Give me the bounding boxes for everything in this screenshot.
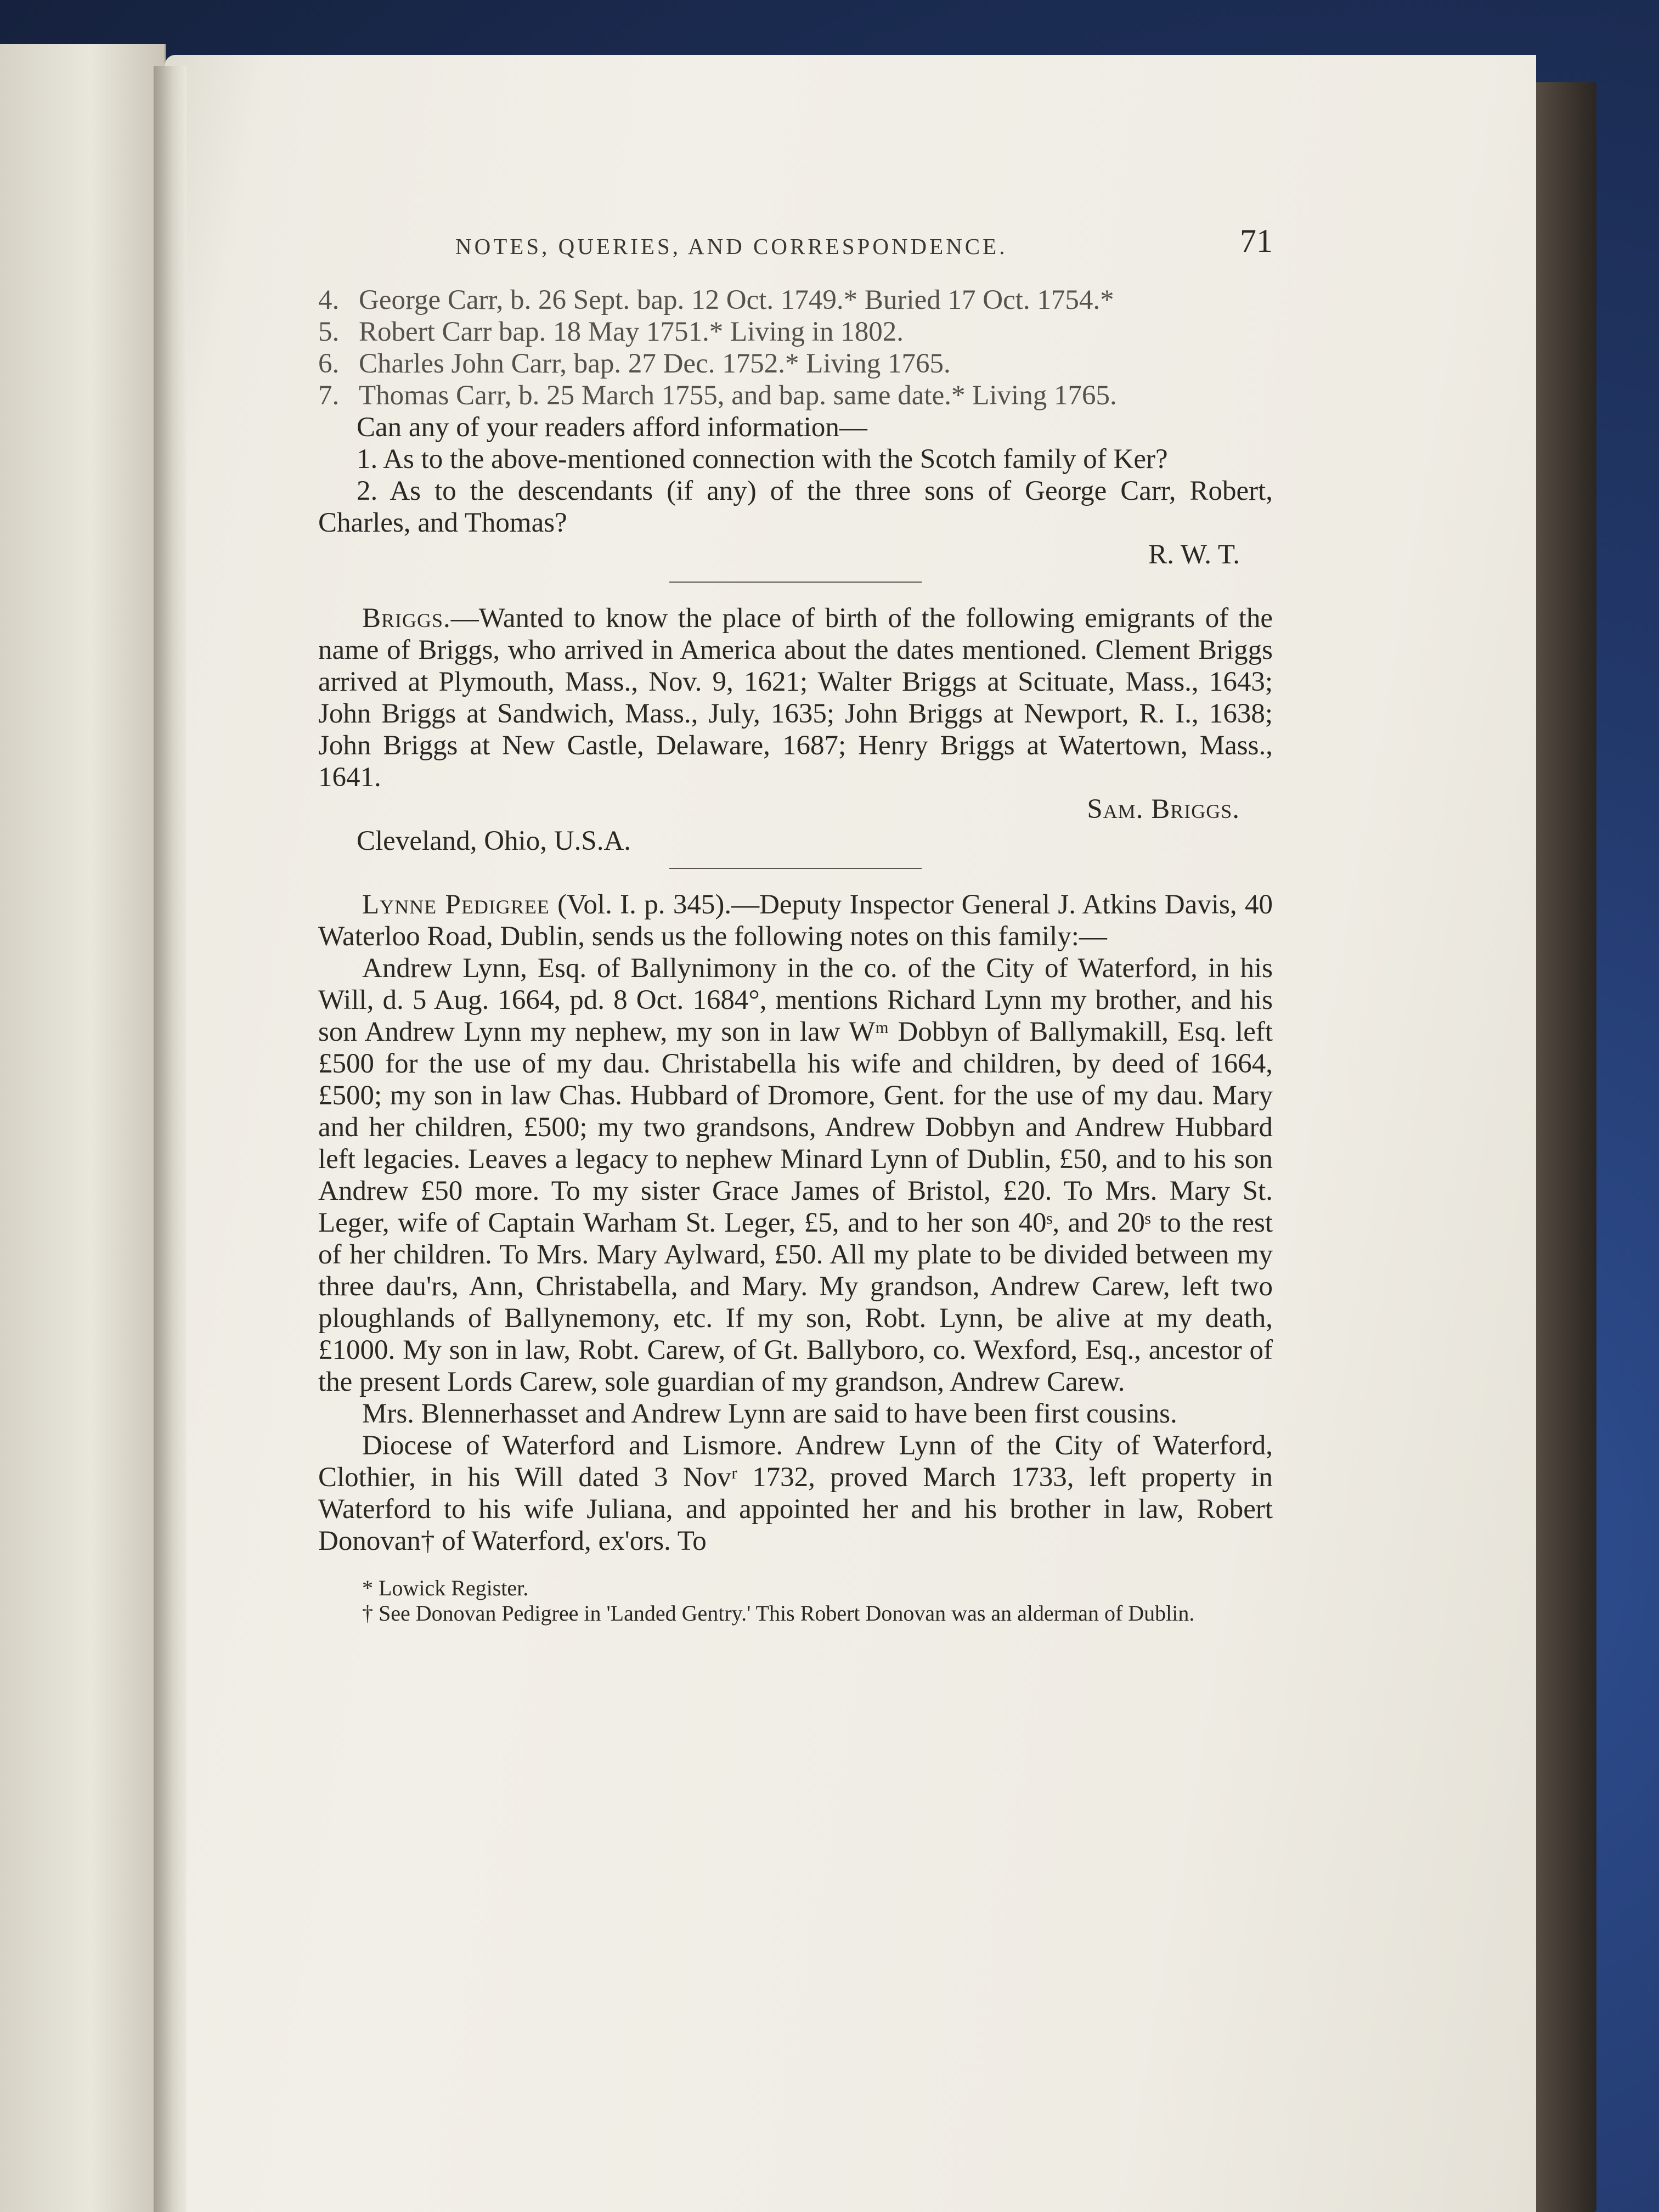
lynne-intro-paragraph xyxy=(318,889,1273,952)
list-item-text: George Carr, b. 26 Sept. bap. 12 Oct. 1749.* Buried 17 Oct. 1754.* xyxy=(359,285,1114,315)
lynne-heading: Lynne Pedigree xyxy=(362,889,550,920)
query-question-2: 2. As to the descendants (if any) of the three sons of George Carr, Robert, Charles, and Thomas? xyxy=(318,476,1273,538)
footnote-2: † See Donovan Pedigree in 'Landed Gentry.' This Robert Donovan was an alderman of Dublin. xyxy=(362,1601,1195,1626)
page-number: 71 xyxy=(1240,223,1273,259)
list-item-number: 6. xyxy=(318,348,340,379)
query-intro: Can any of your readers afford information— xyxy=(357,412,867,443)
list-item xyxy=(318,284,1273,316)
carr-list xyxy=(318,284,1273,411)
lynne-paragraph-1: Andrew Lynn, Esq. of Ballynimony in the co. of the City of Waterford, in his Will, d. 5 Aug. 1664, pd. 8 Oct. 1684°, mentions Richard Lynn my brother, and his son Andrew Lynn my nephew, my son in law Wᵐ Dobbyn of Ballymakill, Esq. left £500 for the use of my dau. Christabella his wife and children, by deed of 1664, £500; my son in law Chas. Hubbard of Dromore, Gent. for the use of my dau. Mary and her children, £500; my two grandsons, Andrew Dobbyn and Andrew Hubbard left legacies. Leaves a legacy to nephew Minard Lynn of Dublin, £50, and to his son Andrew £50 more. To my sister Grace James of Bristol, £20. To Mrs. Mary St. Leger, wife of Captain Warham St. Leger, £5, and to her son 40ˢ, and 20ˢ to the rest of her children. To Mrs. Mary Aylward, £50. All my plate to be divided between my three dau'rs, Ann, Christabella, and Mary. My grandson, Andrew Carew, left two ploughlands of Ballynemony, etc. If my son, Robt. Lynn, be alive at my death, £1000. My son in law, Robt. Carew, of Gt. Ballyboro, co. Wexford, Esq., ancestor of the present Lords Carew, sole guardian of my grandson, Andrew Carew. xyxy=(318,953,1273,1397)
briggs-heading: Briggs. xyxy=(362,603,451,634)
running-title: NOTES, QUERIES, AND CORRESPONDENCE. xyxy=(455,234,1008,259)
lynne-paragraph-3: Diocese of Waterford and Lismore. Andrew Lynn of the City of Waterford, Clothier, in his Will dated 3 Novʳ 1732, proved March 1733, left property in Waterford to his wife Juliana, and appointed her and his brother in law, Robert Donovan† of Waterford, ex'ors. To xyxy=(318,1430,1273,1556)
book-gutter xyxy=(154,66,187,2212)
lynne-paragraph-2: Mrs. Blennerhasset and Andrew Lynn are said to have been first cousins. xyxy=(362,1398,1177,1429)
query-question-1: 1. As to the above-mentioned connection with the Scotch family of Ker? xyxy=(357,444,1168,475)
footnotes xyxy=(318,1576,1273,1626)
running-head xyxy=(318,225,1273,269)
list-item xyxy=(318,348,1273,380)
briggs-location: Cleveland, Ohio, U.S.A. xyxy=(357,826,631,856)
list-item xyxy=(318,380,1273,411)
query-signature: R. W. T. xyxy=(1148,539,1240,570)
left-page-edge xyxy=(0,44,166,2212)
footnote-1: * Lowick Register. xyxy=(362,1576,529,1600)
briggs-body: —Wanted to know the place of birth of the following emigrants of the name of Briggs, who arrived in America about the dates mentioned. Clement Briggs arrived at Plymouth, Mass., Nov. 9, 1621; Walter Briggs at Scituate, Mass., 1643; John Briggs at Sandwich, Mass., July, 1635; John Briggs at Newport, R. I., 1638; John Briggs at New Castle, Delaware, 1687; Henry Briggs at Watertown, Mass., 1641. xyxy=(318,603,1273,793)
section-divider xyxy=(669,868,922,869)
briggs-signature: Sam. Briggs. xyxy=(1087,794,1240,825)
list-item xyxy=(318,316,1273,348)
lynne-heading-ref: (Vol. I. p. 345).—Deputy Inspector General J. Atkins Davis, 40 Waterloo Road, Dublin, sends us the following notes on this family:— xyxy=(318,889,1273,952)
section-divider xyxy=(669,582,922,583)
list-item-text: Robert Carr bap. 18 May 1751.* Living in 1802. xyxy=(359,317,904,347)
briggs-paragraph xyxy=(318,602,1273,793)
list-item-number: 7. xyxy=(318,380,340,411)
list-item-number: 5. xyxy=(318,317,340,347)
list-item-number: 4. xyxy=(318,285,340,315)
page-content xyxy=(318,225,1273,1626)
book-cover-edge xyxy=(1531,82,1596,2212)
list-item-text: Thomas Carr, b. 25 March 1755, and bap. same date.* Living 1765. xyxy=(359,380,1117,411)
list-item-text: Charles John Carr, bap. 27 Dec. 1752.* Living 1765. xyxy=(359,348,951,379)
